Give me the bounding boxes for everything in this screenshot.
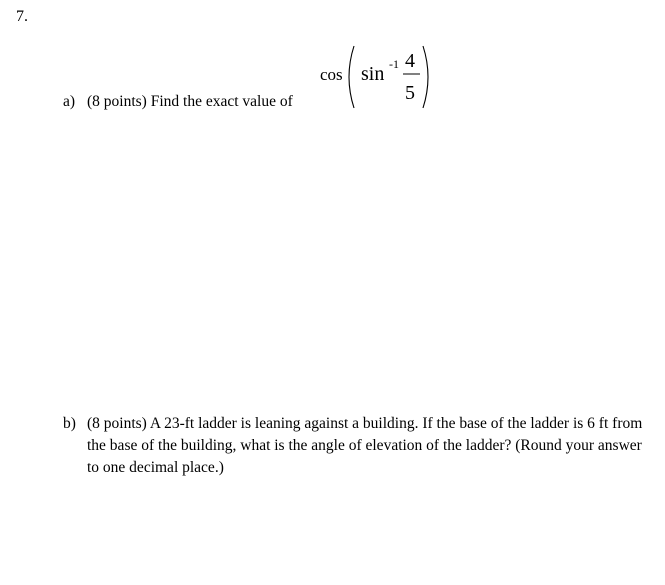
outer-right-paren [423, 46, 428, 108]
part-b-prompt [63, 413, 643, 479]
outer-left-paren [349, 46, 354, 108]
part-a-text: (8 points) Find the exact value of [87, 93, 293, 110]
part-b-text: (8 points) A 23-ft ladder is leaning against a building. If the base of the ladder is 6 ft from the base of the building, what is the angle of elevation of the ladder? (Round your answer to one decimal place.) [87, 415, 643, 476]
math-expression [318, 42, 438, 112]
inverse-exponent: -1 [389, 57, 399, 71]
part-a-prompt [63, 93, 293, 111]
part-a-label: a) [63, 93, 76, 110]
part-b-label: b) [63, 415, 76, 432]
fraction-denominator: 5 [405, 82, 415, 104]
fraction-numerator: 4 [405, 50, 415, 72]
question-number: 7. [16, 8, 28, 25]
formula-svg [318, 42, 438, 112]
cos-function: cos [320, 65, 343, 84]
sin-function: sin [361, 63, 385, 85]
